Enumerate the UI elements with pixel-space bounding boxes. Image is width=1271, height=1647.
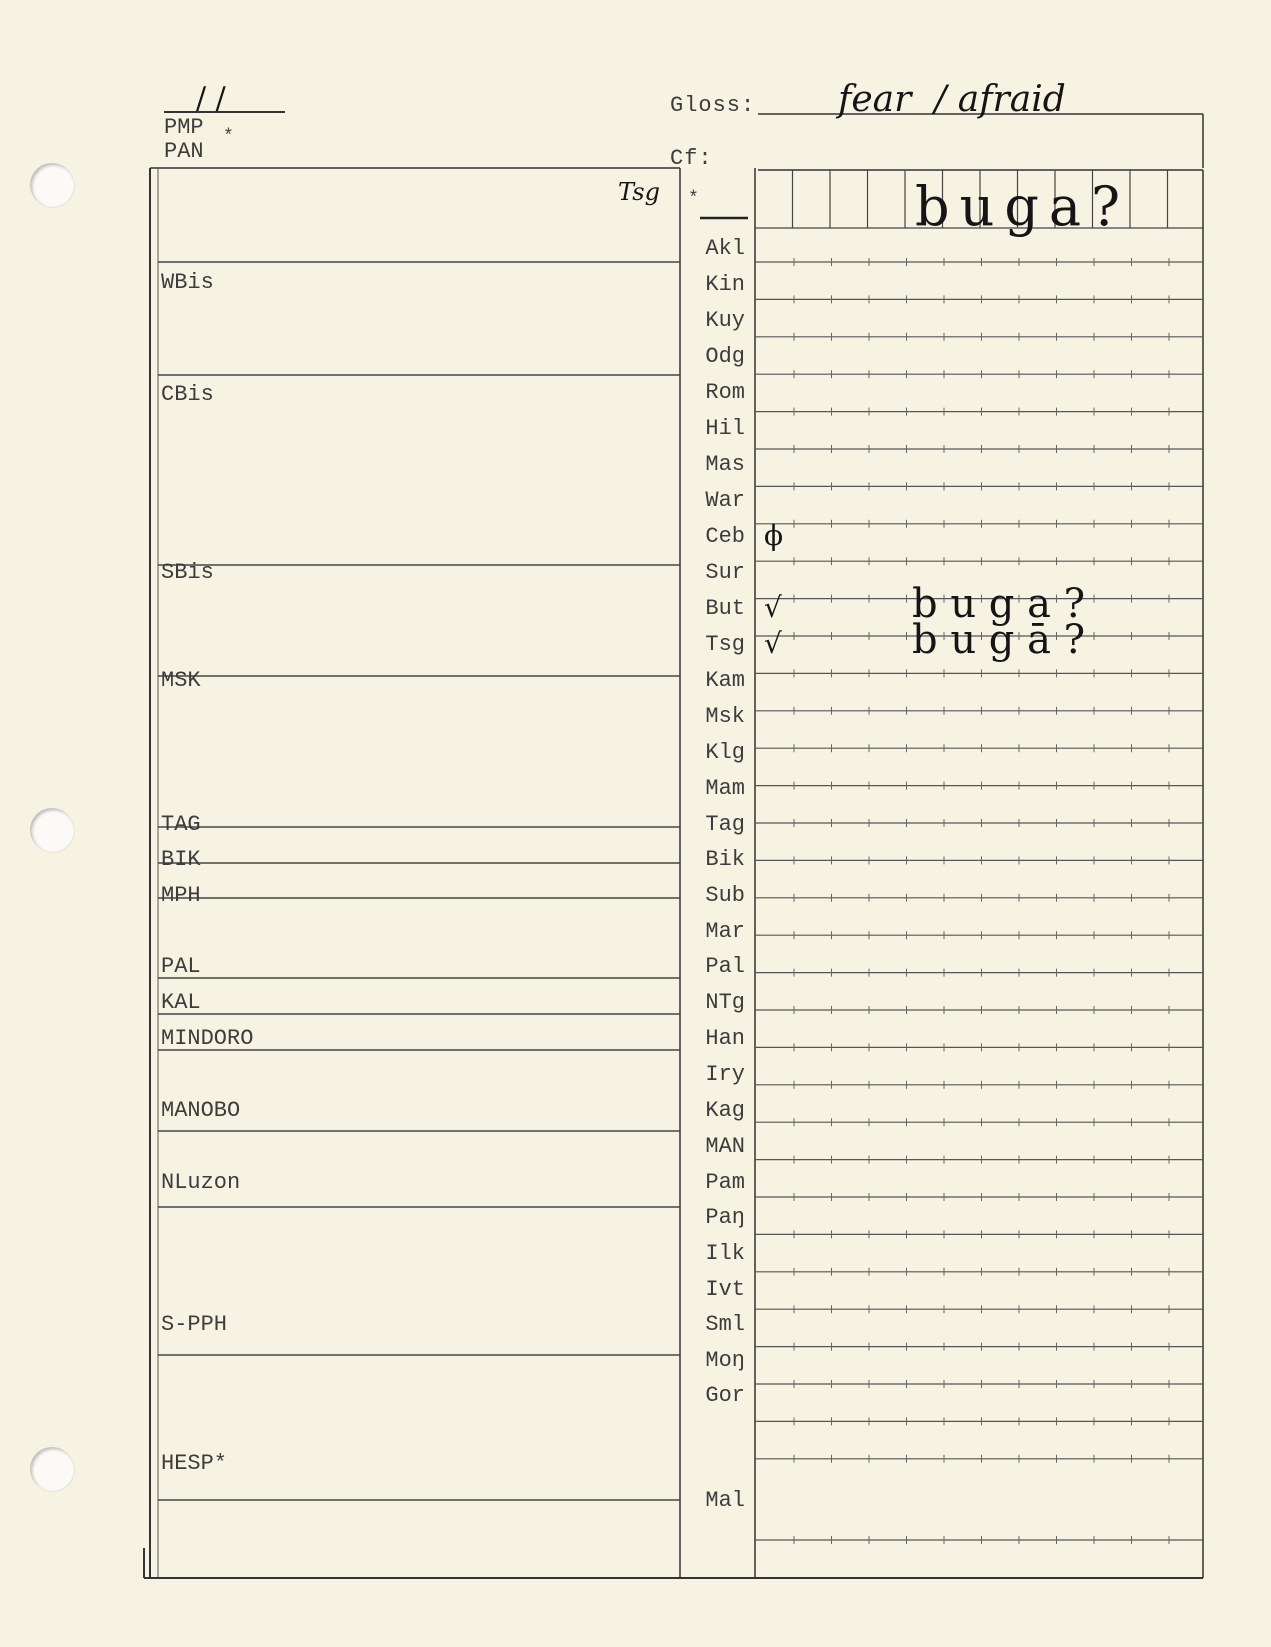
check-mark: √ [764, 627, 782, 660]
reconstruction-form: buga? [915, 175, 1131, 238]
language-code: NTg [705, 990, 745, 1015]
language-code: Kam [705, 668, 745, 693]
language-code: Paŋ [705, 1205, 745, 1230]
group-label-cbis: CBis [161, 382, 214, 407]
group-label-manobo: MANOBO [161, 1098, 241, 1123]
language-code: Sub [705, 883, 745, 908]
language-code: Msk [705, 704, 745, 729]
gloss-value: fear / afraid [838, 79, 1066, 120]
language-code: Odg [705, 344, 745, 369]
language-form: b u g ā ? [912, 617, 1086, 663]
source-note: Tsg [618, 178, 660, 206]
language-code: Sml [705, 1312, 745, 1337]
group-label-wbis: WBis [161, 270, 214, 295]
date-field: / / [196, 81, 226, 116]
group-label-kal: KAL [161, 990, 201, 1015]
language-code: Klg [705, 740, 745, 765]
language-code: Kin [705, 272, 745, 297]
language-code: Ceb [705, 524, 745, 549]
star-marker: * [688, 189, 699, 209]
language-form: b u g a ? [912, 581, 1086, 627]
group-label-pal: PAL [161, 954, 201, 979]
language-code: Ilk [705, 1241, 745, 1266]
language-code: Ivt [705, 1277, 745, 1302]
null-reflex-mark: ϕ [764, 519, 784, 552]
group-label-tag: TAG [161, 812, 201, 837]
language-code: But [705, 596, 745, 621]
pan-label: PAN [164, 139, 204, 164]
check-mark: √ [764, 591, 782, 624]
language-code: Tag [705, 812, 745, 837]
language-code: MAN [705, 1134, 745, 1159]
language-code: Pal [705, 954, 745, 979]
language-code: Akl [705, 236, 745, 261]
pmp-label: PMP [164, 115, 204, 140]
language-code: Kuy [705, 308, 745, 333]
language-code: War [705, 488, 745, 513]
group-label-nluzon: NLuzon [161, 1170, 241, 1195]
language-code: Mar [705, 919, 745, 944]
language-code: Tsg [705, 632, 745, 657]
cf-label: Cf: [670, 146, 713, 171]
language-code: Kag [705, 1098, 745, 1123]
language-code: Han [705, 1026, 745, 1051]
language-code: Mas [705, 452, 745, 477]
language-code: Mal [705, 1488, 745, 1513]
language-code: Iry [705, 1062, 745, 1087]
group-label-mindoro: MINDORO [161, 1026, 254, 1051]
group-label-mph: MPH [161, 883, 201, 908]
group-label-hesp: HESP* [161, 1451, 228, 1476]
language-code: Pam [705, 1170, 745, 1195]
group-label-sbis: SBis [161, 560, 214, 585]
language-code: Moŋ [705, 1348, 745, 1373]
language-code: Hil [705, 416, 745, 441]
pmp-star: * [223, 127, 234, 147]
language-code: Gor [705, 1383, 745, 1408]
group-label-msk: MSK [161, 668, 201, 693]
language-code: Bik [705, 847, 745, 872]
language-code: Sur [705, 560, 745, 585]
language-code: Rom [705, 380, 745, 405]
group-label-bik: BIK [161, 847, 201, 872]
language-code: Mam [705, 776, 745, 801]
group-label-s-pph: S-PPH [161, 1312, 228, 1337]
gloss-label: Gloss: [670, 93, 756, 118]
